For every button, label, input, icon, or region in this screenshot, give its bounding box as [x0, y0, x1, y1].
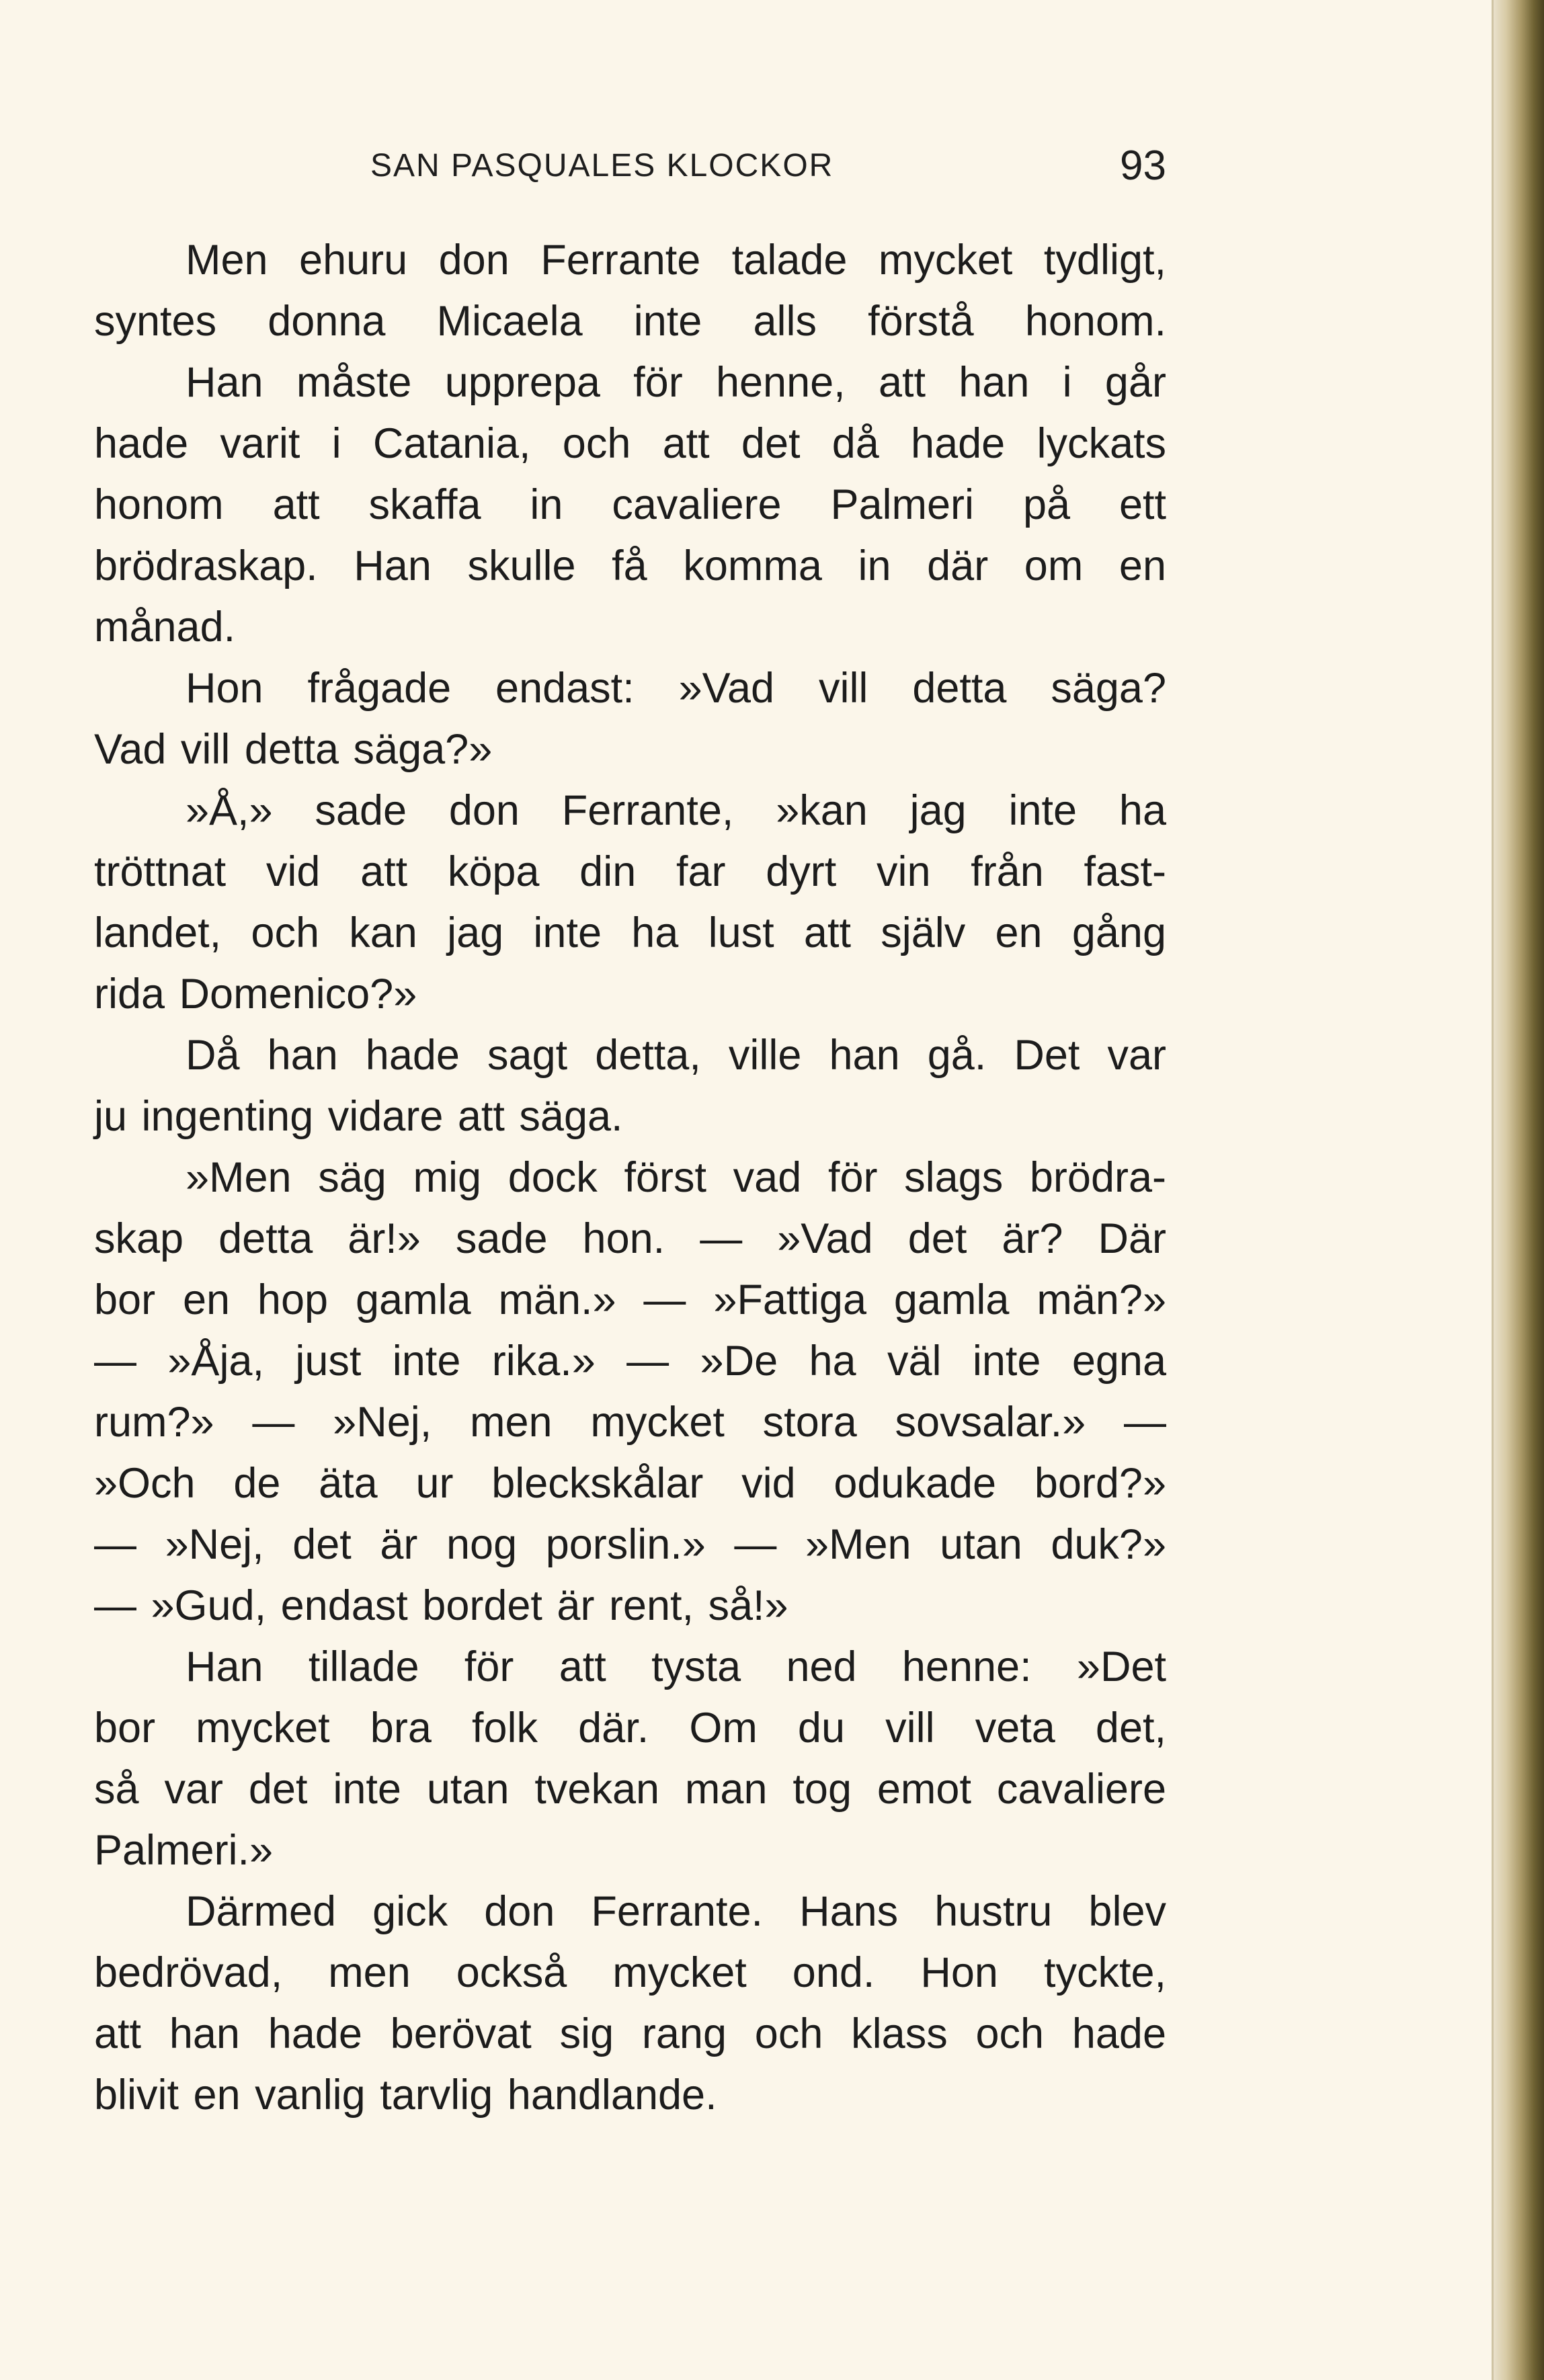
text-line: landet, och kan jag inte ha lust att själv en gång — [94, 909, 1166, 956]
text-line: att han hade berövat sig rang och klass och hade — [94, 2010, 1166, 2057]
text-line: Hon frågade endast: »Vad vill detta säga? — [186, 665, 1166, 712]
text-line: Därmed gick don Ferrante. Hans hustru blev — [186, 1888, 1166, 1935]
text-line: — »Åja, just inte rika.» — »De ha väl inte egna — [94, 1338, 1166, 1385]
text-line: brödraskap. Han skulle få komma in där om en — [94, 542, 1166, 589]
text-line: tröttnat vid att köpa din far dyrt vin från fast- — [94, 848, 1166, 895]
text-line: »Å,» sade don Ferrante, »kan jag inte ha — [186, 787, 1166, 834]
text-line: rida Domenico?» — [94, 971, 417, 1018]
text-line: Då han hade sagt detta, ville han gå. Det var — [186, 1032, 1166, 1079]
body-text — [94, 230, 1166, 2126]
text-line: blivit en vanlig tarvlig handlande. — [94, 2071, 717, 2119]
running-title: SAN PASQUALES KLOCKOR — [370, 148, 834, 183]
text-line: »Och de äta ur bleckskålar vid odukade bord?» — [94, 1460, 1166, 1507]
text-line: bor mycket bra folk där. Om du vill veta det, — [94, 1705, 1166, 1752]
text-line: bor en hop gamla män.» — »Fattiga gamla män?» — [94, 1276, 1166, 1323]
text-line: månad. — [94, 604, 236, 651]
page-number: 93 — [1120, 142, 1166, 189]
text-line: ju ingenting vidare att säga. — [94, 1093, 623, 1140]
text-line: hade varit i Catania, och att det då hade lyckats — [94, 420, 1166, 467]
text-line: — »Nej, det är nog porslin.» — »Men utan duk?» — [94, 1521, 1166, 1568]
running-head — [94, 142, 1166, 190]
text-line: Palmeri.» — [94, 1827, 274, 1874]
page-gutter-shadow — [1494, 0, 1544, 2380]
text-line: Han måste upprepa för henne, att han i går — [186, 359, 1166, 406]
text-line: så var det inte utan tvekan man tog emot cavaliere — [94, 1766, 1166, 1813]
text-line: Han tillade för att tysta ned henne: »Det — [186, 1643, 1166, 1690]
text-line: bedrövad, men också mycket ond. Hon tyckte, — [94, 1949, 1166, 1996]
text-line: — »Gud, endast bordet är rent, så!» — [94, 1582, 788, 1629]
text-line: »Men säg mig dock först vad för slags brödra- — [186, 1154, 1166, 1201]
text-line: Men ehuru don Ferrante talade mycket tydligt, — [186, 237, 1166, 284]
text-line: honom att skaffa in cavaliere Palmeri på ett — [94, 481, 1166, 528]
text-line: skap detta är!» sade hon. — »Vad det är? Där — [94, 1215, 1166, 1262]
text-line: rum?» — »Nej, men mycket stora sovsalar.» — — [94, 1399, 1166, 1446]
text-line: syntes donna Micaela inte alls förstå honom. — [94, 298, 1166, 345]
text-line: Vad vill detta säga?» — [94, 726, 493, 773]
